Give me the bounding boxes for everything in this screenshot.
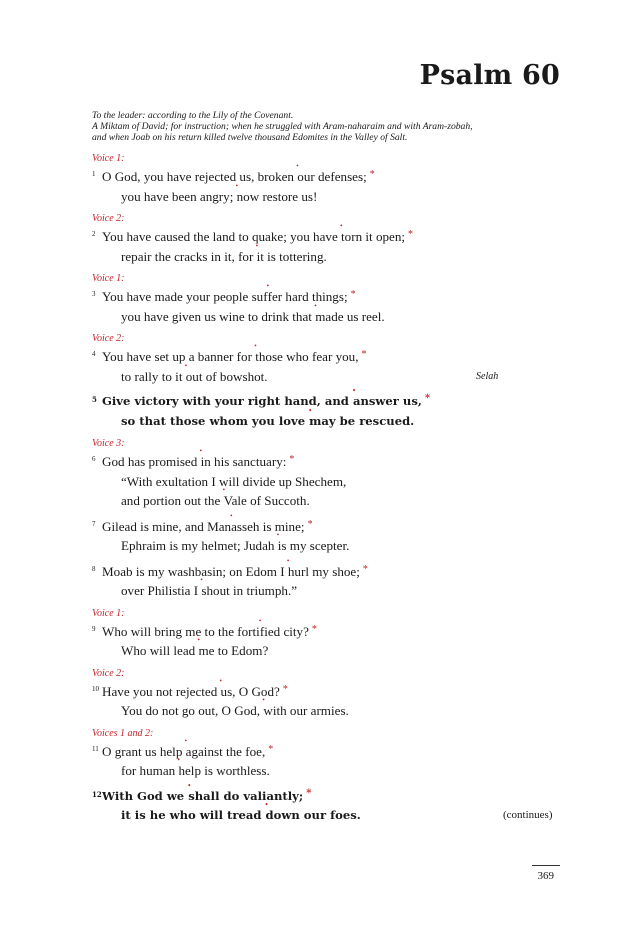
verse-4 xyxy=(0,332,640,386)
pointing-dot: • with our armies. xyxy=(263,703,348,718)
verse-line: 1 O God, you have rejected us, broken • our defenses; * xyxy=(0,167,640,187)
asterisk-mark: * xyxy=(282,683,288,695)
voice-label: Voices 1 and 2: xyxy=(92,727,154,739)
verse-9 xyxy=(0,607,640,661)
voice-label: Voice 2: xyxy=(92,213,125,224)
verse-10 xyxy=(0,667,640,721)
verse-line: 8 Moab is my washbasin; on Edom I • hurl my shoe; * xyxy=(0,562,640,582)
superscription-line: To the leader: according to the Lily of the Covenant. xyxy=(92,110,294,121)
asterisk-mark: * xyxy=(268,743,274,755)
verse-6 xyxy=(0,437,640,511)
asterisk-mark: * xyxy=(362,563,368,575)
pointing-dot: • help is worthless. xyxy=(178,763,269,778)
pointing-dot: • may be rescued. xyxy=(309,414,414,428)
pointing-dot: • our defenses; xyxy=(297,169,366,184)
pointing-dot: • shall do valiantly; xyxy=(188,789,303,803)
verse-line: 3 You have made your people suf• fer hard things; * xyxy=(0,287,640,307)
verse-12 xyxy=(0,787,640,826)
verse-number: 12 xyxy=(92,789,102,799)
verse-number: 3 xyxy=(92,290,96,298)
asterisk-mark: * xyxy=(311,623,317,635)
verse-line: to rally to it • out of bowshot. Selah xyxy=(0,367,640,387)
pointing-dot: • it is tottering. xyxy=(257,249,327,264)
verse-number: 11 xyxy=(92,744,99,753)
verse-number: 7 xyxy=(92,519,96,528)
verse-line: you have been angry; • now restore us! xyxy=(0,187,640,207)
verse-11 xyxy=(0,727,640,781)
pointing-dot: • me to Edom? xyxy=(198,643,268,658)
page-number: 369 xyxy=(537,870,554,882)
pointing-dot: • in his sanctuary: xyxy=(201,454,287,469)
pointing-dot: • asseh is mine; xyxy=(231,519,304,534)
pointing-dot: • fied city? xyxy=(260,624,309,639)
selah-mark: Selah xyxy=(476,370,499,382)
verse-line: 7 Gilead is mine, and Man• asseh is mine; * xyxy=(0,517,640,537)
verse-number: 1 xyxy=(92,170,96,178)
verse-line: You do not go out, O God, • with our armies. xyxy=(0,701,640,721)
pointing-dot: • answer us, xyxy=(353,394,422,408)
pointing-dot: • fer hard things; xyxy=(268,289,348,304)
verse-line: 4 You have set up a banner for • those who fear you, * xyxy=(0,347,640,367)
pointing-dot: • out of bowshot. xyxy=(186,369,268,384)
voice-label: Voice 2: xyxy=(92,333,125,344)
verse-line: you have given us wine to drink that • made us reel. xyxy=(0,307,640,327)
verse-line: for human • help is worthless. xyxy=(0,761,640,781)
superscription-line: and when Joab on his return killed twelve thousand Edomites in the Valley of Salt. xyxy=(92,132,408,143)
verse-number: 9 xyxy=(92,624,96,633)
verse-number: 5 xyxy=(92,395,97,404)
pointing-dot: • against the foe, xyxy=(186,744,266,759)
superscription-line: A Miktam of David; for instruction; when he struggled with Aram-naharaim and with Aram-zobah, xyxy=(92,121,473,132)
verse-line: 10 Have you not rejected • us, O God? * xyxy=(0,682,640,702)
psalm-body xyxy=(0,152,640,832)
verse-line: and portion out the • Vale of Succoth. xyxy=(0,491,640,511)
continues-note: (continues) xyxy=(503,809,553,821)
verse-5 xyxy=(0,392,640,431)
verse-number: 2 xyxy=(92,230,96,238)
pointing-dot: • Vale of Succoth. xyxy=(224,493,310,508)
asterisk-mark: * xyxy=(408,229,414,240)
verse-number: 10 xyxy=(92,684,99,693)
voice-label: Voice 3: xyxy=(92,438,125,449)
asterisk-mark: * xyxy=(361,349,367,360)
verse-line: 11 O grant us help • against the foe, * xyxy=(0,742,640,762)
verse-number: 4 xyxy=(92,350,96,358)
asterisk-mark: * xyxy=(289,454,295,465)
verse-line: Ephraim is my helmet; Judah • is my scepter. xyxy=(0,536,640,556)
superscription xyxy=(92,110,562,143)
pointing-dot: • shout in triumph.” xyxy=(201,583,297,598)
verse-line: repair the cracks in it, for • it is tottering. xyxy=(0,247,640,267)
pointing-dot: • down our foes. xyxy=(266,808,361,822)
verse-1 xyxy=(0,152,640,206)
voice-label: Voice 1: xyxy=(92,153,125,164)
asterisk-mark: * xyxy=(350,289,356,300)
verse-line: 9 Who will bring me to the forti• fied city? * xyxy=(0,622,640,642)
pointing-dot: • us, O God? xyxy=(221,684,280,699)
voice-label: Voice 1: xyxy=(92,607,125,619)
verse-line: 6 God has promised • in his sanctuary: * xyxy=(0,452,640,472)
verse-line: over Philistia I • shout in triumph.” xyxy=(0,581,640,601)
verse-line: 5 Give victory with your right hand, and • answer us, * xyxy=(0,392,640,412)
verse-line: 12 With God we • shall do valiantly; * xyxy=(0,787,640,807)
verse-7 xyxy=(0,517,640,556)
verse-line: so that those whom you love • may be rescued. xyxy=(0,412,640,432)
pointing-dot: • is my scepter. xyxy=(278,538,350,553)
pointing-dot: • hurl my shoe; xyxy=(288,564,360,579)
pointing-dot: • now restore us! xyxy=(237,189,318,204)
footer-rule xyxy=(532,865,560,866)
verse-number: 8 xyxy=(92,564,96,573)
asterisk-mark: * xyxy=(306,787,312,799)
verse-2 xyxy=(0,212,640,266)
voice-label: Voice 2: xyxy=(92,667,125,679)
verse-line: it is he who will tread • down our foes. (continues) xyxy=(0,806,640,826)
pointing-dot: • torn it open; xyxy=(341,229,405,244)
voice-label: Voice 1: xyxy=(92,273,125,284)
verse-line: “With exultation I will divide up Shechem, xyxy=(121,473,347,489)
asterisk-mark: * xyxy=(369,169,375,180)
verse-3 xyxy=(0,272,640,326)
verse-line: Who will lead • me to Edom? xyxy=(0,641,640,661)
verse-8 xyxy=(0,562,640,601)
pointing-dot: • those who fear you, xyxy=(255,349,358,364)
page-title: Psalm 60 xyxy=(419,60,560,91)
asterisk-mark: * xyxy=(307,518,313,530)
pointing-dot: • made us reel. xyxy=(315,309,384,324)
verse-number: 6 xyxy=(92,455,96,463)
verse-line: 2 You have caused the land to quake; you have • torn it open; * xyxy=(0,227,640,247)
asterisk-mark: * xyxy=(424,393,431,404)
